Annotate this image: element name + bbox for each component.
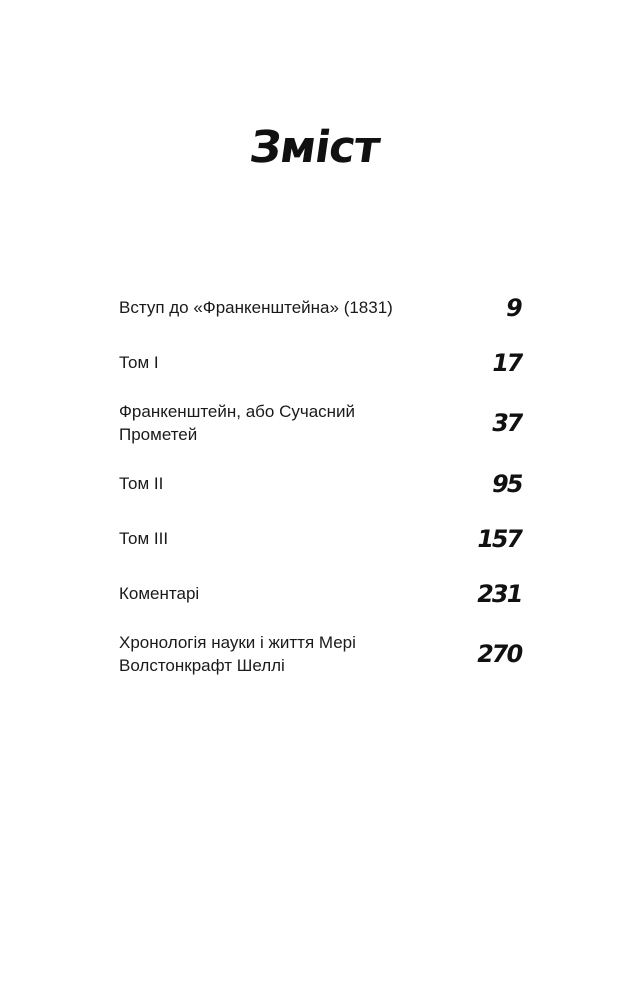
toc-entry-page: 231 (474, 579, 524, 608)
table-of-contents (119, 293, 524, 677)
toc-entry-title: Том II (119, 474, 164, 493)
toc-entry (119, 579, 524, 608)
toc-entry (119, 469, 524, 498)
toc-entry (119, 631, 524, 677)
toc-entry (119, 524, 524, 553)
toc-entry-page: 17 (489, 348, 524, 377)
toc-entry-title: Хронологія науки і життя Мері Волстонкрафт Шеллі (119, 633, 356, 675)
toc-entry-title: Том I (119, 353, 159, 372)
toc-entry-title: Коментарі (119, 584, 200, 603)
toc-entry-title: Том III (119, 529, 169, 548)
toc-entry (119, 400, 524, 446)
page-title: Зміст (246, 122, 383, 173)
toc-entry-title: Вступ до «Франкенштейна» (1831) (119, 298, 393, 317)
toc-entry-title: Франкенштейн, або Сучасний Прометей (119, 402, 356, 444)
toc-entry-page: 157 (474, 524, 524, 553)
toc-entry-page: 95 (489, 469, 524, 498)
toc-entry-page: 270 (474, 640, 524, 668)
toc-entry (119, 348, 524, 377)
toc-entry (119, 293, 524, 322)
toc-entry-page: 37 (489, 409, 524, 437)
toc-entry-page: 9 (503, 293, 524, 322)
